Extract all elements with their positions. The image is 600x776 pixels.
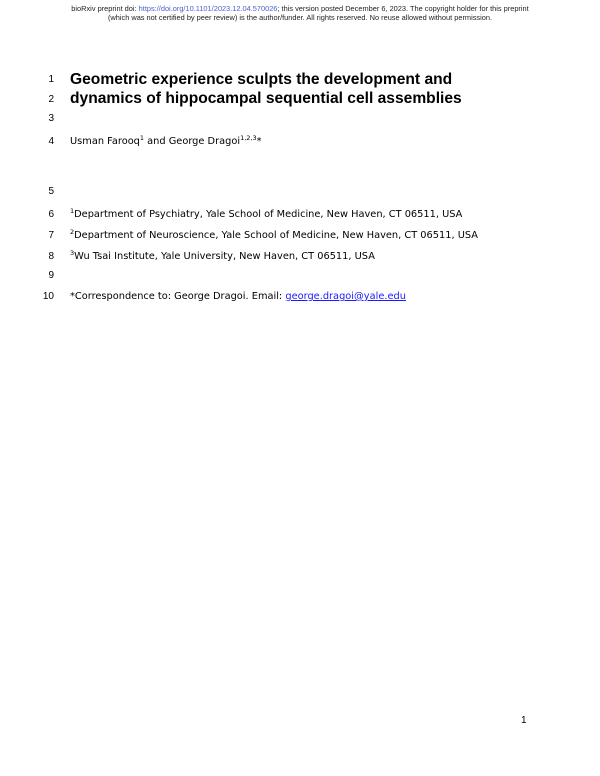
line-number: 4 — [48, 136, 54, 147]
affiliation-mark: 1 — [70, 207, 75, 215]
correspondence — [70, 290, 406, 303]
author-list — [70, 135, 262, 148]
email-link[interactable]: george.dragoi@yale.edu — [285, 291, 406, 302]
preprint-header — [0, 4, 600, 22]
author-affiliation-mark: 1 — [139, 134, 145, 142]
title-line-2: dynamics of hippocampal sequential cell assemblies — [70, 90, 462, 107]
line-number: 10 — [42, 291, 54, 302]
line-number: 1 — [48, 74, 54, 85]
doi-link[interactable]: https://doi.org/10.1101/2023.12.04.570026 — [138, 4, 278, 13]
correspondence-label: *Correspondence to: George Dragoi. Email: — [70, 291, 286, 302]
affiliation-2 — [70, 229, 478, 242]
title-line-1: Geometric experience sculpts the development and — [70, 71, 453, 88]
line-number: 7 — [48, 230, 54, 241]
affiliation-1 — [70, 208, 462, 221]
header-prefix: bioRxiv preprint doi: — [71, 4, 139, 13]
line-number: 5 — [48, 186, 54, 197]
affiliation-3 — [70, 250, 375, 263]
author-name: Usman Farooq — [70, 136, 140, 147]
affiliation-text: Department of Psychiatry, Yale School of Medicine, New Haven, CT 06511, USA — [74, 209, 463, 220]
header-line-2: (which was not certified by peer review) is the author/funder. All rights reserved. No reuse allowed without permission. — [107, 13, 493, 22]
author-affiliation-mark: 1,2,3 — [240, 134, 257, 142]
line-number: 3 — [48, 113, 54, 124]
author-name: George Dragoi — [168, 136, 241, 147]
line-number: 6 — [48, 209, 54, 220]
header-suffix: ; this version posted December 6, 2023. The copyright holder for this preprint — [277, 4, 529, 13]
line-number: 2 — [48, 94, 54, 105]
affiliation-text: Wu Tsai Institute, Yale University, New Haven, CT 06511, USA — [74, 251, 375, 262]
page-number: 1 — [521, 715, 527, 726]
corresponding-mark: * — [256, 136, 262, 147]
line-number: 9 — [48, 270, 54, 281]
paper-title — [70, 70, 510, 108]
affiliation-text: Department of Neuroscience, Yale School of Medicine, New Haven, CT 06511, USA — [74, 230, 478, 241]
affiliation-mark: 2 — [70, 228, 75, 236]
affiliation-mark: 3 — [70, 249, 75, 257]
line-number: 8 — [48, 251, 54, 262]
author-connector: and — [144, 136, 169, 147]
header-line-1 — [0, 4, 600, 13]
